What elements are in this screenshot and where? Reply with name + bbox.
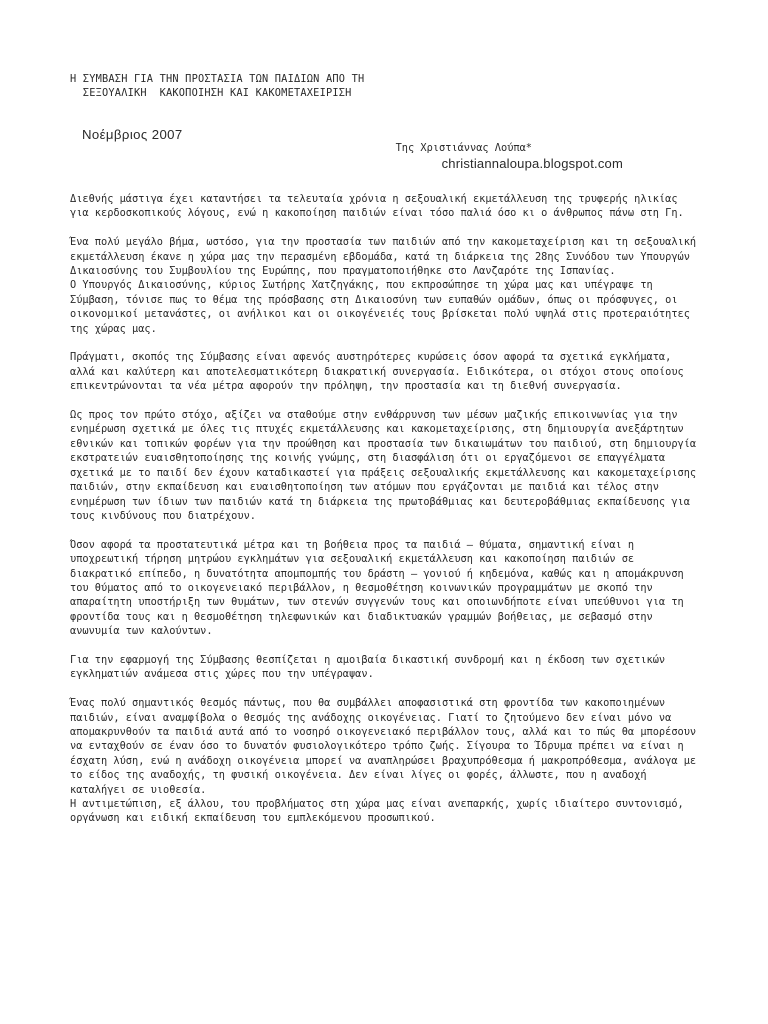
title-line-1: Η ΣΥΜΒΑΣΗ ΓΙΑ ΤΗΝ ΠΡΟΣΤΑΣΙΑ ΤΩΝ ΠΑΙΔΙΩΝ ΑΠΟ ΤΗ xyxy=(70,73,365,85)
document-date: Νοέμβριος 2007 xyxy=(82,126,183,142)
paragraph-1: Διεθνής μάστιγα έχει καταντήσει τα τελευταία χρόνια η σεξουαλική εκμετάλλευση της τρυφερής ηλικίας για κερδοσκοπικούς λόγους, ενώ η κακοποίηση παιδιών είναι τόσο παλιά όσο κι ο άνθρωπος πάνω στη Γη. xyxy=(70,193,684,220)
paragraph-6: Όσον αφορά τα προστατευτικά μέτρα και τη βοήθεια προς τα παιδιά — θύματα, σημαντική είναι η υποχρεωτική τήρηση μητρώου εγκλημάτων για σεξουαλική εκμετάλλευση και κακοποίηση παιδιών σε διακρατικό επίπεδο, η δυνατότητα απομπομπής του δράστη — γονιού ή κηδεμόνα, καθώς και η απομάκρυνση του θύματος από το οικογενειακό περιβάλλον, η θεσμοθέτηση κοινωνικών προγραμμάτων με σκοπό την απαραίτητη υποστήριξη των θυμάτων, των στενών συγγενών τους και οποιωνδήποτε είναι υπεύθυνοι για τη φροντίδα τους και η θεσμοθέτηση τηλεφωνικών και διαδικτυακών γραμμών βοήθειας, με σεβασμό στην ανωνυμία των καλούντων. xyxy=(70,538,684,638)
paragraph-4: Πράγματι, σκοπός της Σύμβασης είναι αφενός αυστηρότερες κυρώσεις όσον αφορά τα σχετικά εγκλήματα, αλλά και καλύτερη και αποτελεσματικότερη διακρατική συνεργασία. Ειδικότερα, οι στόχοι στους οποίους επικεντρώνονται τα νέα μέτρα αφορούν την πρόληψη, την προστασία και τη διεθνή συνεργασία. xyxy=(70,351,684,393)
author-name: Της Χριστιάννας Λούπα* xyxy=(395,142,532,155)
paragraph-3: Ο Υπουργός Δικαιοσύνης, κύριος Σωτήρης Χατζηγάκης, που εκπροσώπησε τη χώρα μας και υπέγραψε τη Σύμβαση, τόνισε πως το θέμα της πρόσβασης στη Δικαιοσύνη των ευπαθών ομάδων, όπως οι πρόσφυγες, οι οικονομικοί μετανάστες, οι ανήλικοι και οι οικογένειές τους βρίσκεται πολύ υψηλά στις προτεραιότητες της χώρας μας. xyxy=(70,279,690,335)
paragraph-5: Ως προς τον πρώτο στόχο, αξίζει να σταθούμε στην ενθάρρυνση των μέσων μαζικής επικοινωνίας για την ενημέρωση σχετικά με όλες τις πτυχές εκμετάλλευσης και κακομεταχείρισης, στη δημιουργία ανεξάρτητων εθνικών και τοπικών φορέων για την προώθηση και προστασία των δικαιωμάτων του παιδιού, στη δημιουργία εκστρατειών ευαισθητοποίησης της κοινής γνώμης, στη διασφάλιση ότι οι εργαζόμενοι σε επαγγέλματα σχετικά με το παιδί δεν έχουν καταδικαστεί για πράξεις σεξουαλικής εκμετάλλευσης και κακομεταχείρισης παιδιών, στην εκπαίδευση και ευαισθητοποίηση των ατόμων που εργάζονται με παιδιά και τέλος στην ενημέρωση των ίδιων των παιδιών κατά τη διάρκεια της πρωτοβάθμιας και δευτεροβάθμιας εκπαίδευσης για τους κινδύνους που διατρέχουν. xyxy=(70,409,697,522)
author-url: christiannaloupa.blogspot.com xyxy=(441,155,623,171)
paragraph-2: Ένα πολύ μεγάλο βήμα, ωστόσο, για την προστασία των παιδιών από την κακομεταχείριση και τη σεξουαλική εκμετάλλευση έκανε η χώρα μας την περασμένη εβδομάδα, κατά τη διάρκεια της 28ης Συνόδου των Υπουργών Δικαιοσύνης του Συμβουλίου της Ευρώπης, που πραγματοποιήθηκε στο Λανζαρότε της Ισπανίας. xyxy=(70,236,697,278)
document-body xyxy=(70,192,702,826)
paragraph-7: Για την εφαρμογή της Σύμβασης θεσπίζεται η αμοιβαία δικαστική συνδρομή και η έκδοση των σχετικών εγκληματιών ανάμεσα στις χώρες που την υπέγραψαν. xyxy=(70,653,666,681)
paragraph-9: Η αντιμετώπιση, εξ άλλου, του προβλήματος στη χώρα μας είναι ανεπαρκής, χωρίς ιδιαίτερο συντονισμό, οργάνωση και ειδική εκπαίδευση του εμπλεκόμενου προσωπικού. xyxy=(70,798,684,825)
author-block xyxy=(70,141,702,171)
document-title xyxy=(70,72,702,101)
title-line-2: ΣΕΞΟΥΑΛΙΚΗ ΚΑΚΟΠΟΙΗΣΗ ΚΑΙ ΚΑΚΟΜΕΤΑΧΕΙΡΙΣΗ xyxy=(70,87,352,100)
paragraph-8: Ένας πολύ σημαντικός θεσμός πάντως, που θα συμβάλλει αποφασιστικά στη φροντίδα των κακοποιημένων παιδιών, είναι αναμφίβολα ο θεσμός της ανάδοχης οικογένειας. Γιατί το ζητούμενο δεν είναι μόνο να απομακρυνθούν τα παιδιά αυτά από το νοσηρό οικογενειακό περιβάλλον τους, αλλά και το πώς θα μπορέσουν να ενταχθούν σε έναν όσο το δυνατόν φυσιολογικότερο τρόπο ζωής. Σίγουρα το Ίδρυμα πρέπει να είναι η έσχατη λύση, ενώ η ανάδοχη οικογένεια μπορεί να αναπληρώσει βραχυπρόθεσμα ή μακροπρόθεσμα, ανάλογα με το είδος της αναδοχής, τη φυσική οικογένεια. Δεν είναι λίγες οι φορές, άλλωστε, που η αναδοχή καταλήγει σε υιοθεσία. xyxy=(70,697,697,796)
